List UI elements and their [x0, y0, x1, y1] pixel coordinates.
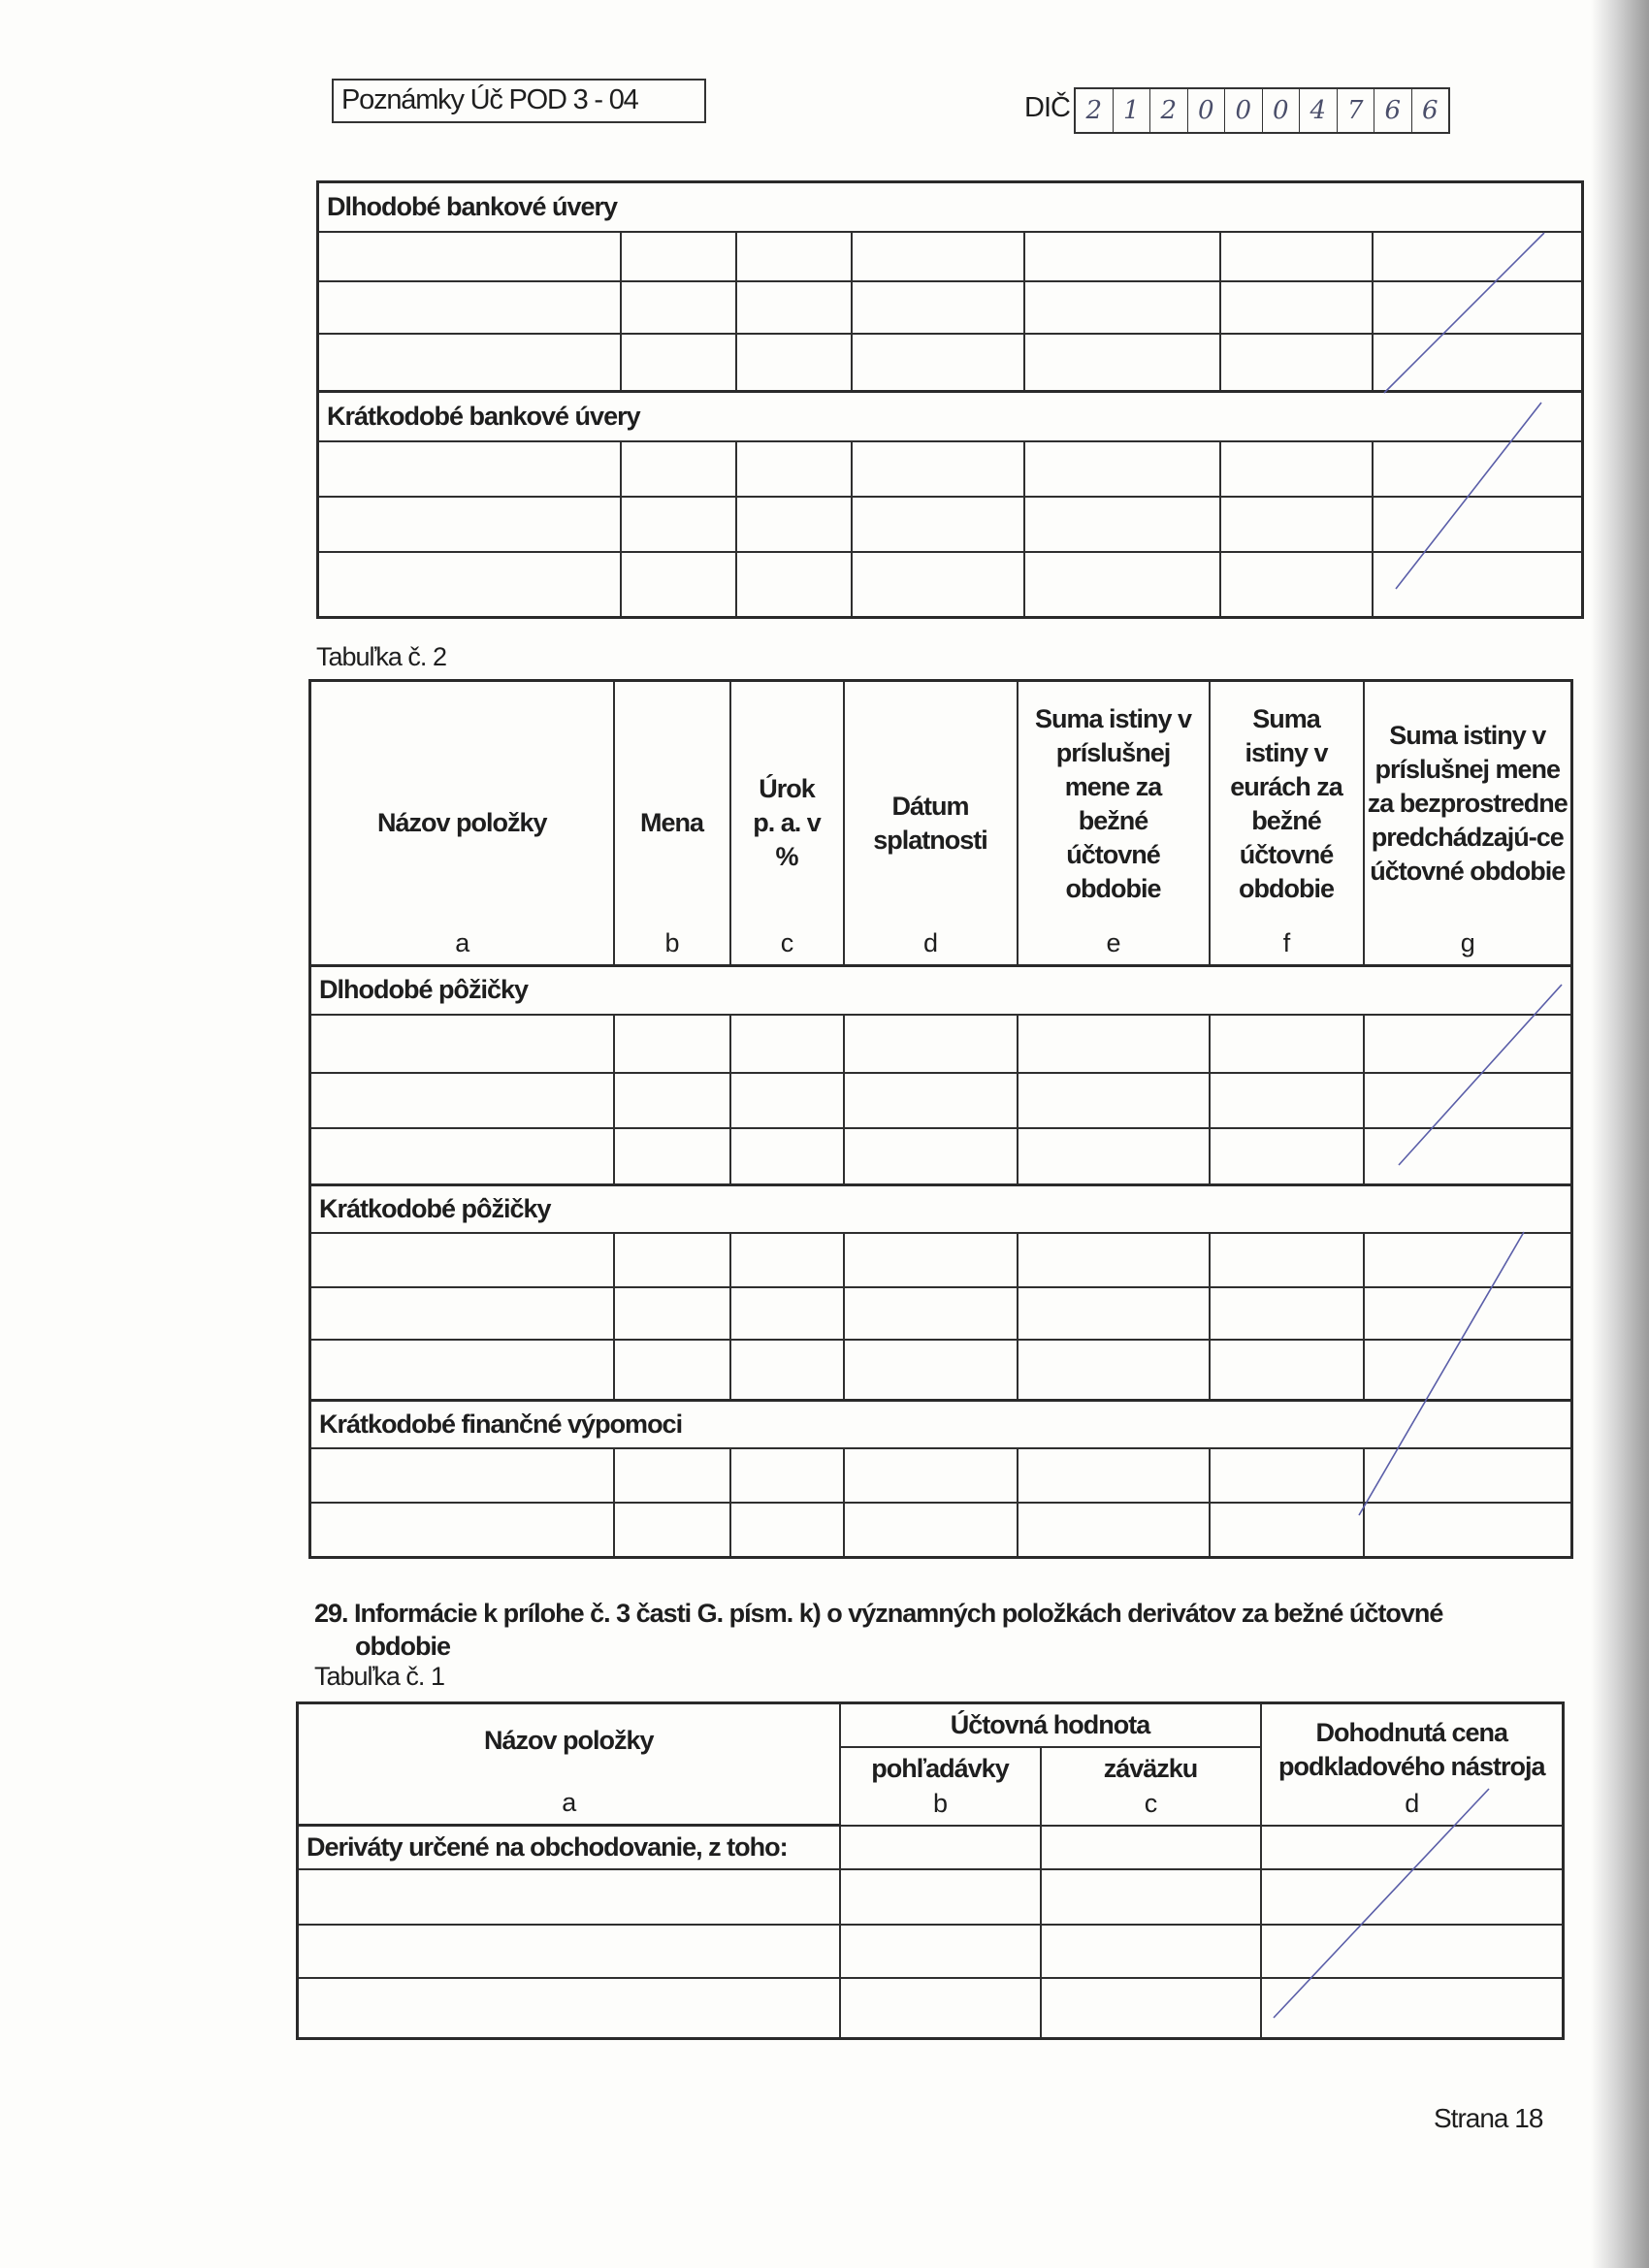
col-title: Suma istiny v príslušnej mene za bezprostredne predchádzajú-ce účtovné obdobie — [1367, 721, 1568, 886]
col-title: Suma istiny v eurách za bežné účtovné obdobie — [1230, 703, 1342, 903]
section-short-term-bank-loans: Krátkodobé bankové úvery — [318, 392, 1583, 441]
col-letter: a — [455, 928, 469, 957]
col-title: Suma istiny v príslušnej mene za bežné účtovné obdobie — [1034, 703, 1192, 903]
col-letter: d — [1405, 1788, 1419, 1818]
dic-digit: 0 — [1225, 89, 1263, 132]
dic-digit: 2 — [1150, 89, 1188, 132]
strike-line — [1396, 403, 1541, 589]
dic-digit: 7 — [1338, 89, 1375, 132]
form-label: Poznámky Úč POD 3 - 04 — [332, 79, 706, 123]
dic-digit: 4 — [1300, 89, 1338, 132]
col-title: záväzku — [1103, 1753, 1198, 1783]
dic-digit: 6 — [1421, 96, 1439, 125]
col-group-accounting-value: Účtovná hodnota — [840, 1703, 1261, 1747]
col-title: Názov položky — [376, 808, 547, 837]
dic-digit: 1 — [1114, 89, 1151, 132]
col-letter: e — [1106, 928, 1120, 957]
dic-label: DIČ — [1024, 92, 1070, 123]
col-letter: b — [664, 928, 679, 957]
table1-caption: Tabuľka č. 1 — [314, 1662, 444, 1691]
col-letter: g — [1460, 928, 1474, 957]
col-title: Úrok p. a. v % — [753, 774, 821, 871]
col-title: Mena — [639, 808, 704, 837]
strike-line — [1274, 1789, 1489, 2018]
section-short-term-loans: Krátkodobé pôžičky — [310, 1185, 1572, 1233]
section-29-title-cont: obdobie — [355, 1632, 450, 1661]
col-title: Názov položky — [483, 1726, 654, 1755]
col-letter: c — [1144, 1788, 1157, 1818]
section-short-term-financial-assistance: Krátkodobé finančné výpomoci — [310, 1401, 1572, 1448]
col-title: pohľadávky — [871, 1753, 1009, 1783]
page-number: Strana 18 — [1434, 2103, 1543, 2133]
dic-digit: 6 — [1374, 89, 1412, 132]
strike-line — [1359, 1232, 1524, 1515]
section-29-title: 29. Informácie k prílohe č. 3 časti G. písm. k) o významných položkách derivátov za bežné účtovné — [314, 1599, 1443, 1628]
row-trading-derivatives: Deriváty určené na obchodovanie, z toho: — [298, 1826, 840, 1869]
col-letter: a — [562, 1788, 576, 1817]
col-letter: d — [922, 928, 938, 957]
strike-line — [1399, 985, 1562, 1165]
col-letter: b — [932, 1788, 948, 1818]
dic-digit: 0 — [1263, 89, 1301, 132]
dic-digit: 2 — [1076, 89, 1114, 132]
col-title: Dohodnutá cena podkladového nástroja — [1277, 1718, 1545, 1781]
col-letter: c — [780, 928, 793, 957]
table2-caption: Tabuľka č. 2 — [316, 642, 446, 671]
strike-line — [1384, 233, 1544, 393]
section-long-term-loans: Dlhodobé pôžičky — [310, 966, 1572, 1015]
section-long-term-bank-loans: Dlhodobé bankové úvery — [318, 182, 1583, 232]
col-letter: f — [1282, 928, 1290, 957]
col-title: Dátum splatnosti — [873, 791, 987, 855]
dic-digit: 0 — [1188, 89, 1226, 132]
